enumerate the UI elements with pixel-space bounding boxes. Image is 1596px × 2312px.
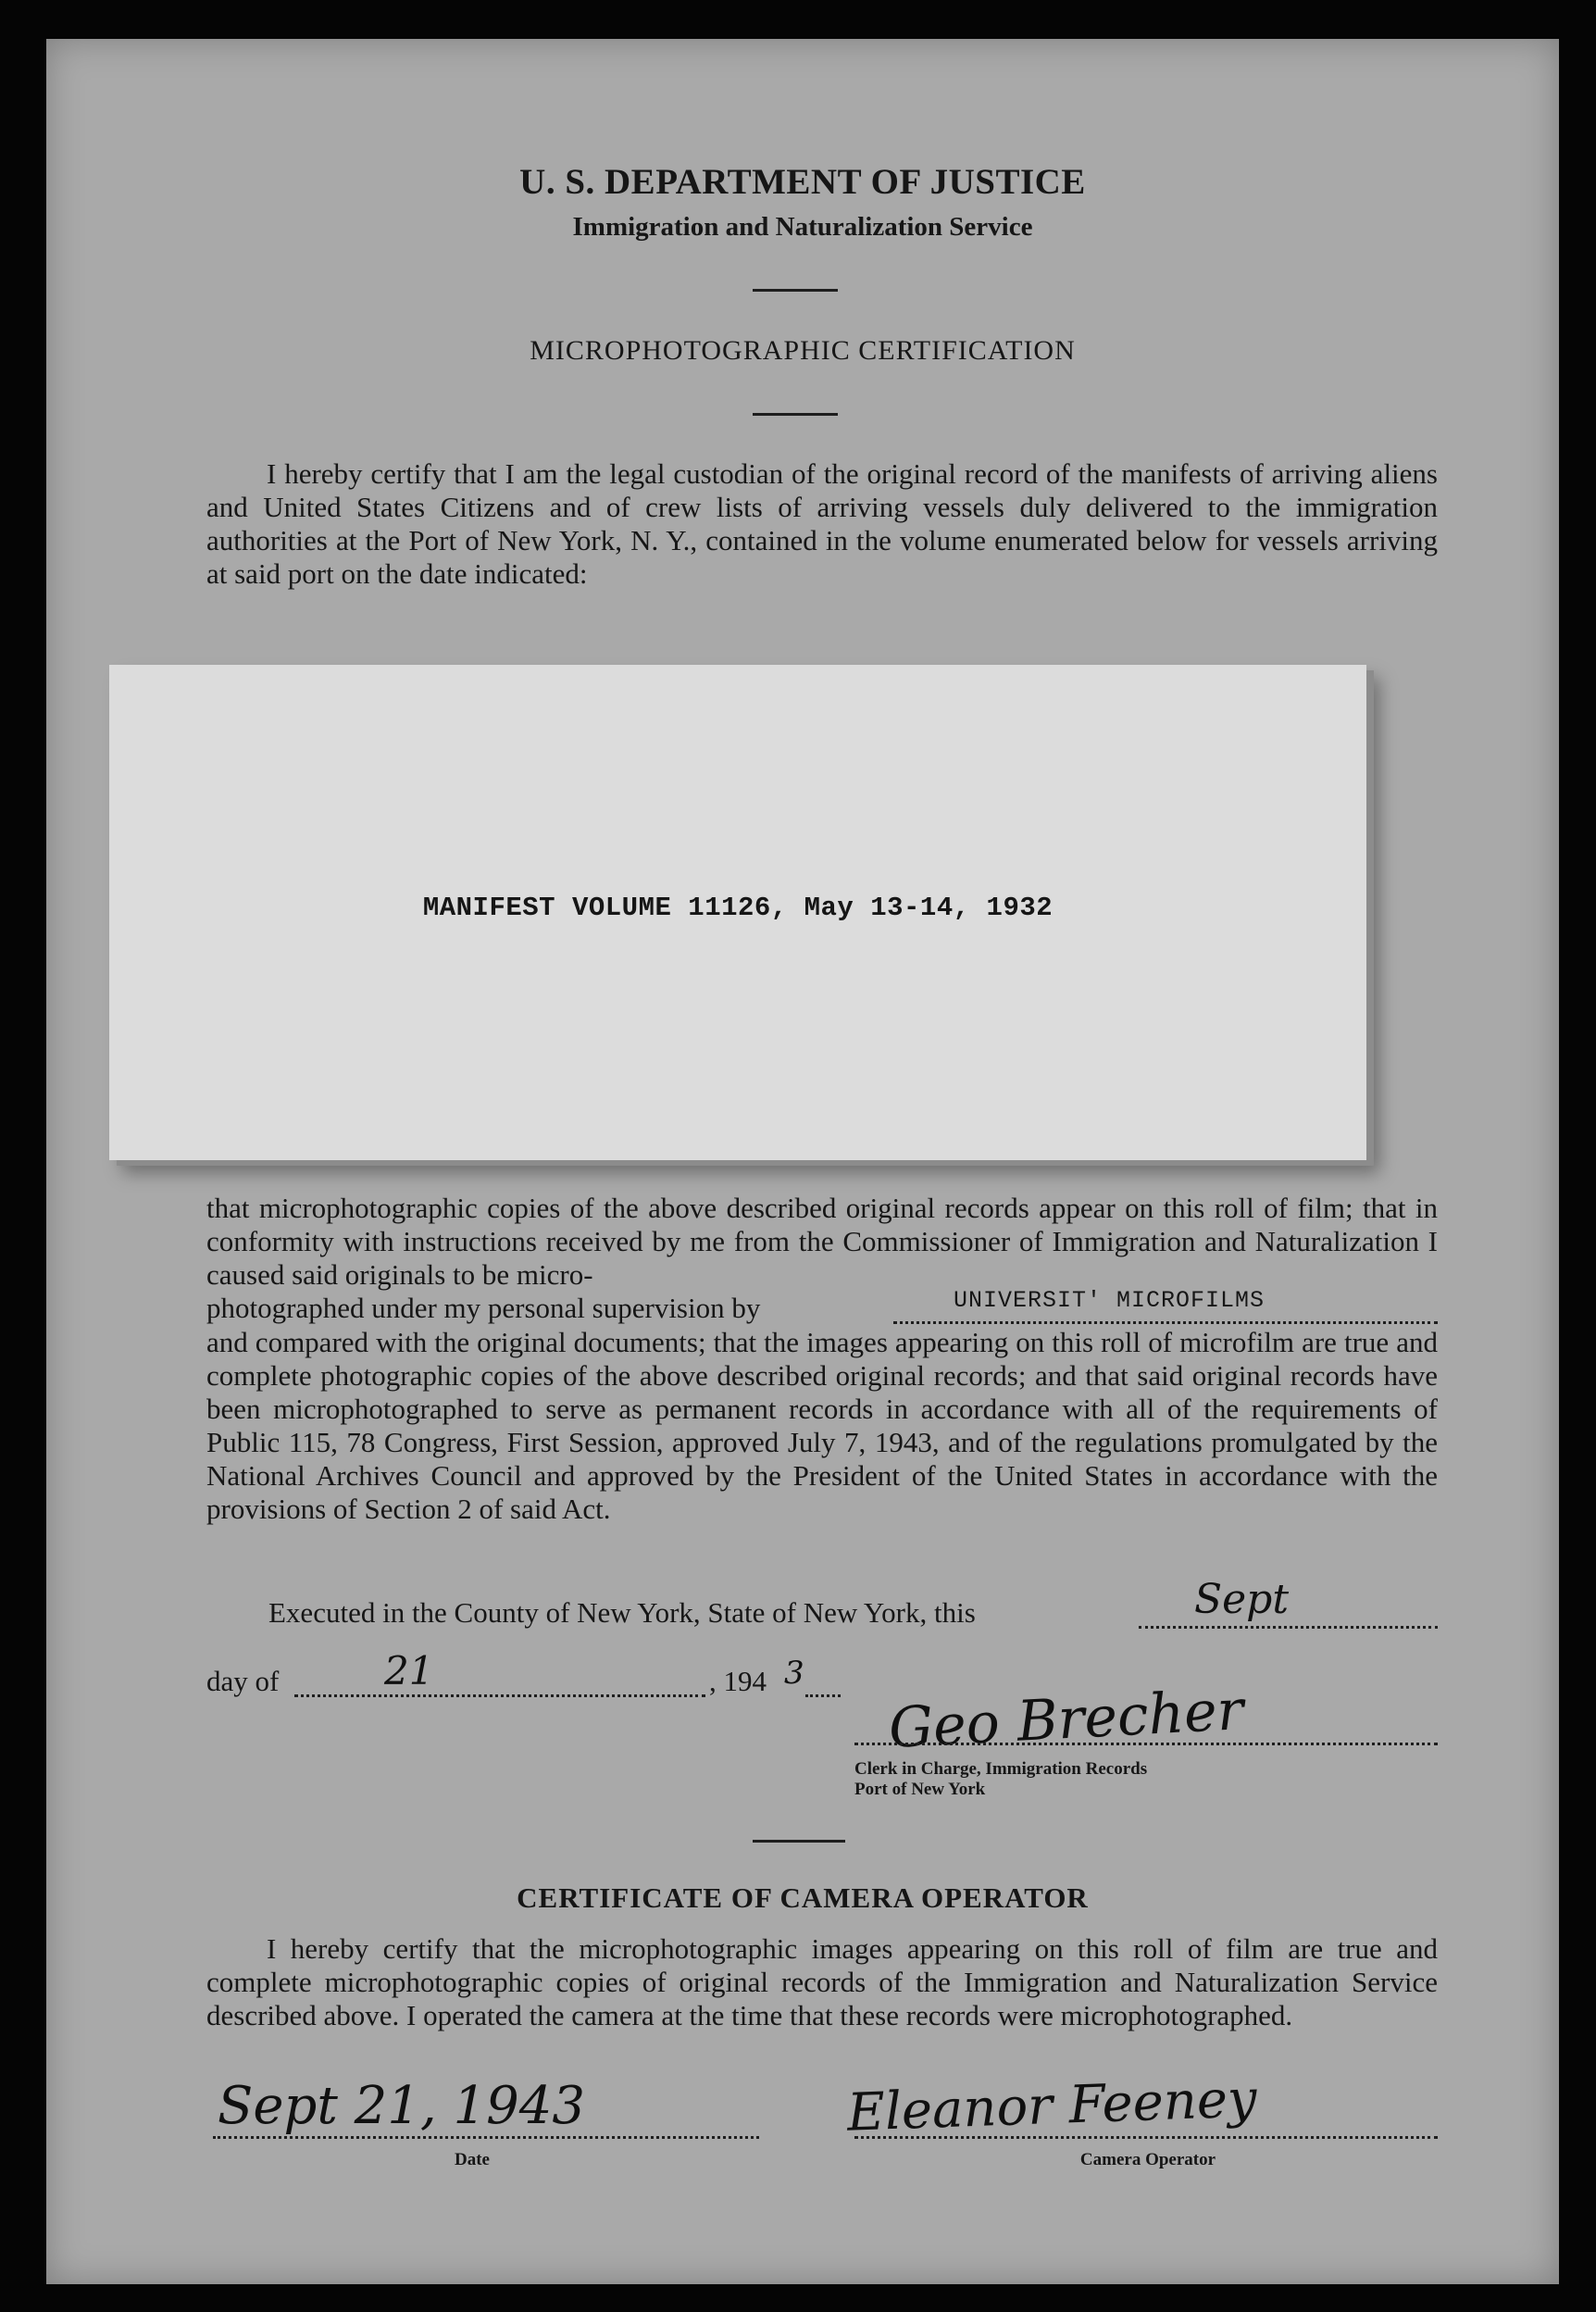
clerk-title — [854, 1759, 1147, 1800]
year-prefix-text: , 194 — [709, 1665, 767, 1697]
handwritten-month: Sept — [1194, 1576, 1290, 1623]
divider-rule-1 — [753, 289, 838, 292]
department-heading: U. S. DEPARTMENT OF JUSTICE — [519, 162, 1086, 202]
year-dotted-line — [805, 1694, 841, 1697]
handwritten-date: Sept 21, 1943 — [218, 2076, 586, 2136]
operator-signature: Eleanor Feeney — [846, 2068, 1258, 2143]
handwritten-day: 21 — [384, 1648, 434, 1693]
day-dotted-line — [294, 1694, 705, 1697]
camera-certificate-text — [206, 1932, 1438, 2032]
certification-intro — [206, 457, 1438, 591]
camera-text: I hereby certify that the microphotographic images appearing on this roll of film are true and complete microphotographic copies of original records of the Immigration and Naturalization Service described above. I operated the camera at the time that these records were microphotographed. — [206, 1932, 1438, 2031]
certification-title: MICROPHOTOGRAPHIC CERTIFICATION — [530, 335, 1076, 366]
day-of-line — [206, 1665, 279, 1698]
service-subheading: Immigration and Naturalization Service — [572, 212, 1033, 242]
year-prefix — [709, 1665, 767, 1698]
intro-text: I hereby certify that I am the legal custodian of the original record of the manifests of arriving aliens and United States Citizens and of crew lists of arriving vessels duly delivered to the immigration authorities at the Port of New York, N. Y., contained in the volume enumerated below for vessels arriving at said port on the date indicated: — [206, 457, 1438, 590]
clerk-signature-line — [854, 1743, 1438, 1745]
day-of-label: day of — [206, 1665, 280, 1697]
clerk-title-line1: Clerk in Charge, Immigration Records — [854, 1759, 1148, 1779]
clerk-title-line2: Port of New York — [854, 1780, 986, 1799]
body-paragraph-part1 — [206, 1192, 1438, 1292]
executed-line — [268, 1596, 976, 1630]
manifest-volume-label: MANIFEST VOLUME 11126, May 13-14, 1932 — [422, 893, 1054, 923]
body-text-1: that microphotographic copies of the above described original records appear on this roll of film; that in conformity with instructions received by me from the Commissioner of Immigration and Naturalization I caused said originals to be micro- — [206, 1192, 1438, 1291]
manifest-label-card — [109, 665, 1366, 1160]
body-text-2: and compared with the original documents; that the images appearing on this roll of microfilm are true and complete photographic copies of the above described original records; and that said original records have been microphotographed to serve as permanent records in accordance with all of the requirements of Public 115, 78 Congress, First Session, approved July 7, 1943, and of the regulations promulgated by the National Archives Council and approved by the President of the United States in accordance with the provisions of Section 2 of said Act. — [206, 1326, 1438, 1525]
executed-text: Executed in the County of New York, State of New York, this — [268, 1596, 976, 1629]
executed-dotted-line — [1139, 1626, 1438, 1629]
operator-dotted-line — [854, 2136, 1438, 2139]
divider-rule-2 — [753, 413, 838, 416]
typed-supervisor-name: UNIVERSIT' MICROFILMS — [954, 1287, 1266, 1314]
clerk-signature: Geo Brecher — [887, 1678, 1245, 1761]
date-dotted-line — [213, 2136, 759, 2139]
supervision-dotted-line — [893, 1321, 1438, 1324]
camera-certificate-title: CERTIFICATE OF CAMERA OPERATOR — [517, 1881, 1089, 1914]
body-paragraph-part2 — [206, 1326, 1438, 1526]
supervision-by-text: photographed under my personal supervision by — [206, 1292, 761, 1324]
date-label: Date — [455, 2150, 490, 2169]
operator-label: Camera Operator — [1079, 2150, 1216, 2169]
divider-rule-3 — [753, 1840, 845, 1843]
handwritten-year-digit: 3 — [784, 1655, 804, 1692]
document-page — [46, 39, 1559, 2284]
supervision-line — [206, 1292, 760, 1325]
